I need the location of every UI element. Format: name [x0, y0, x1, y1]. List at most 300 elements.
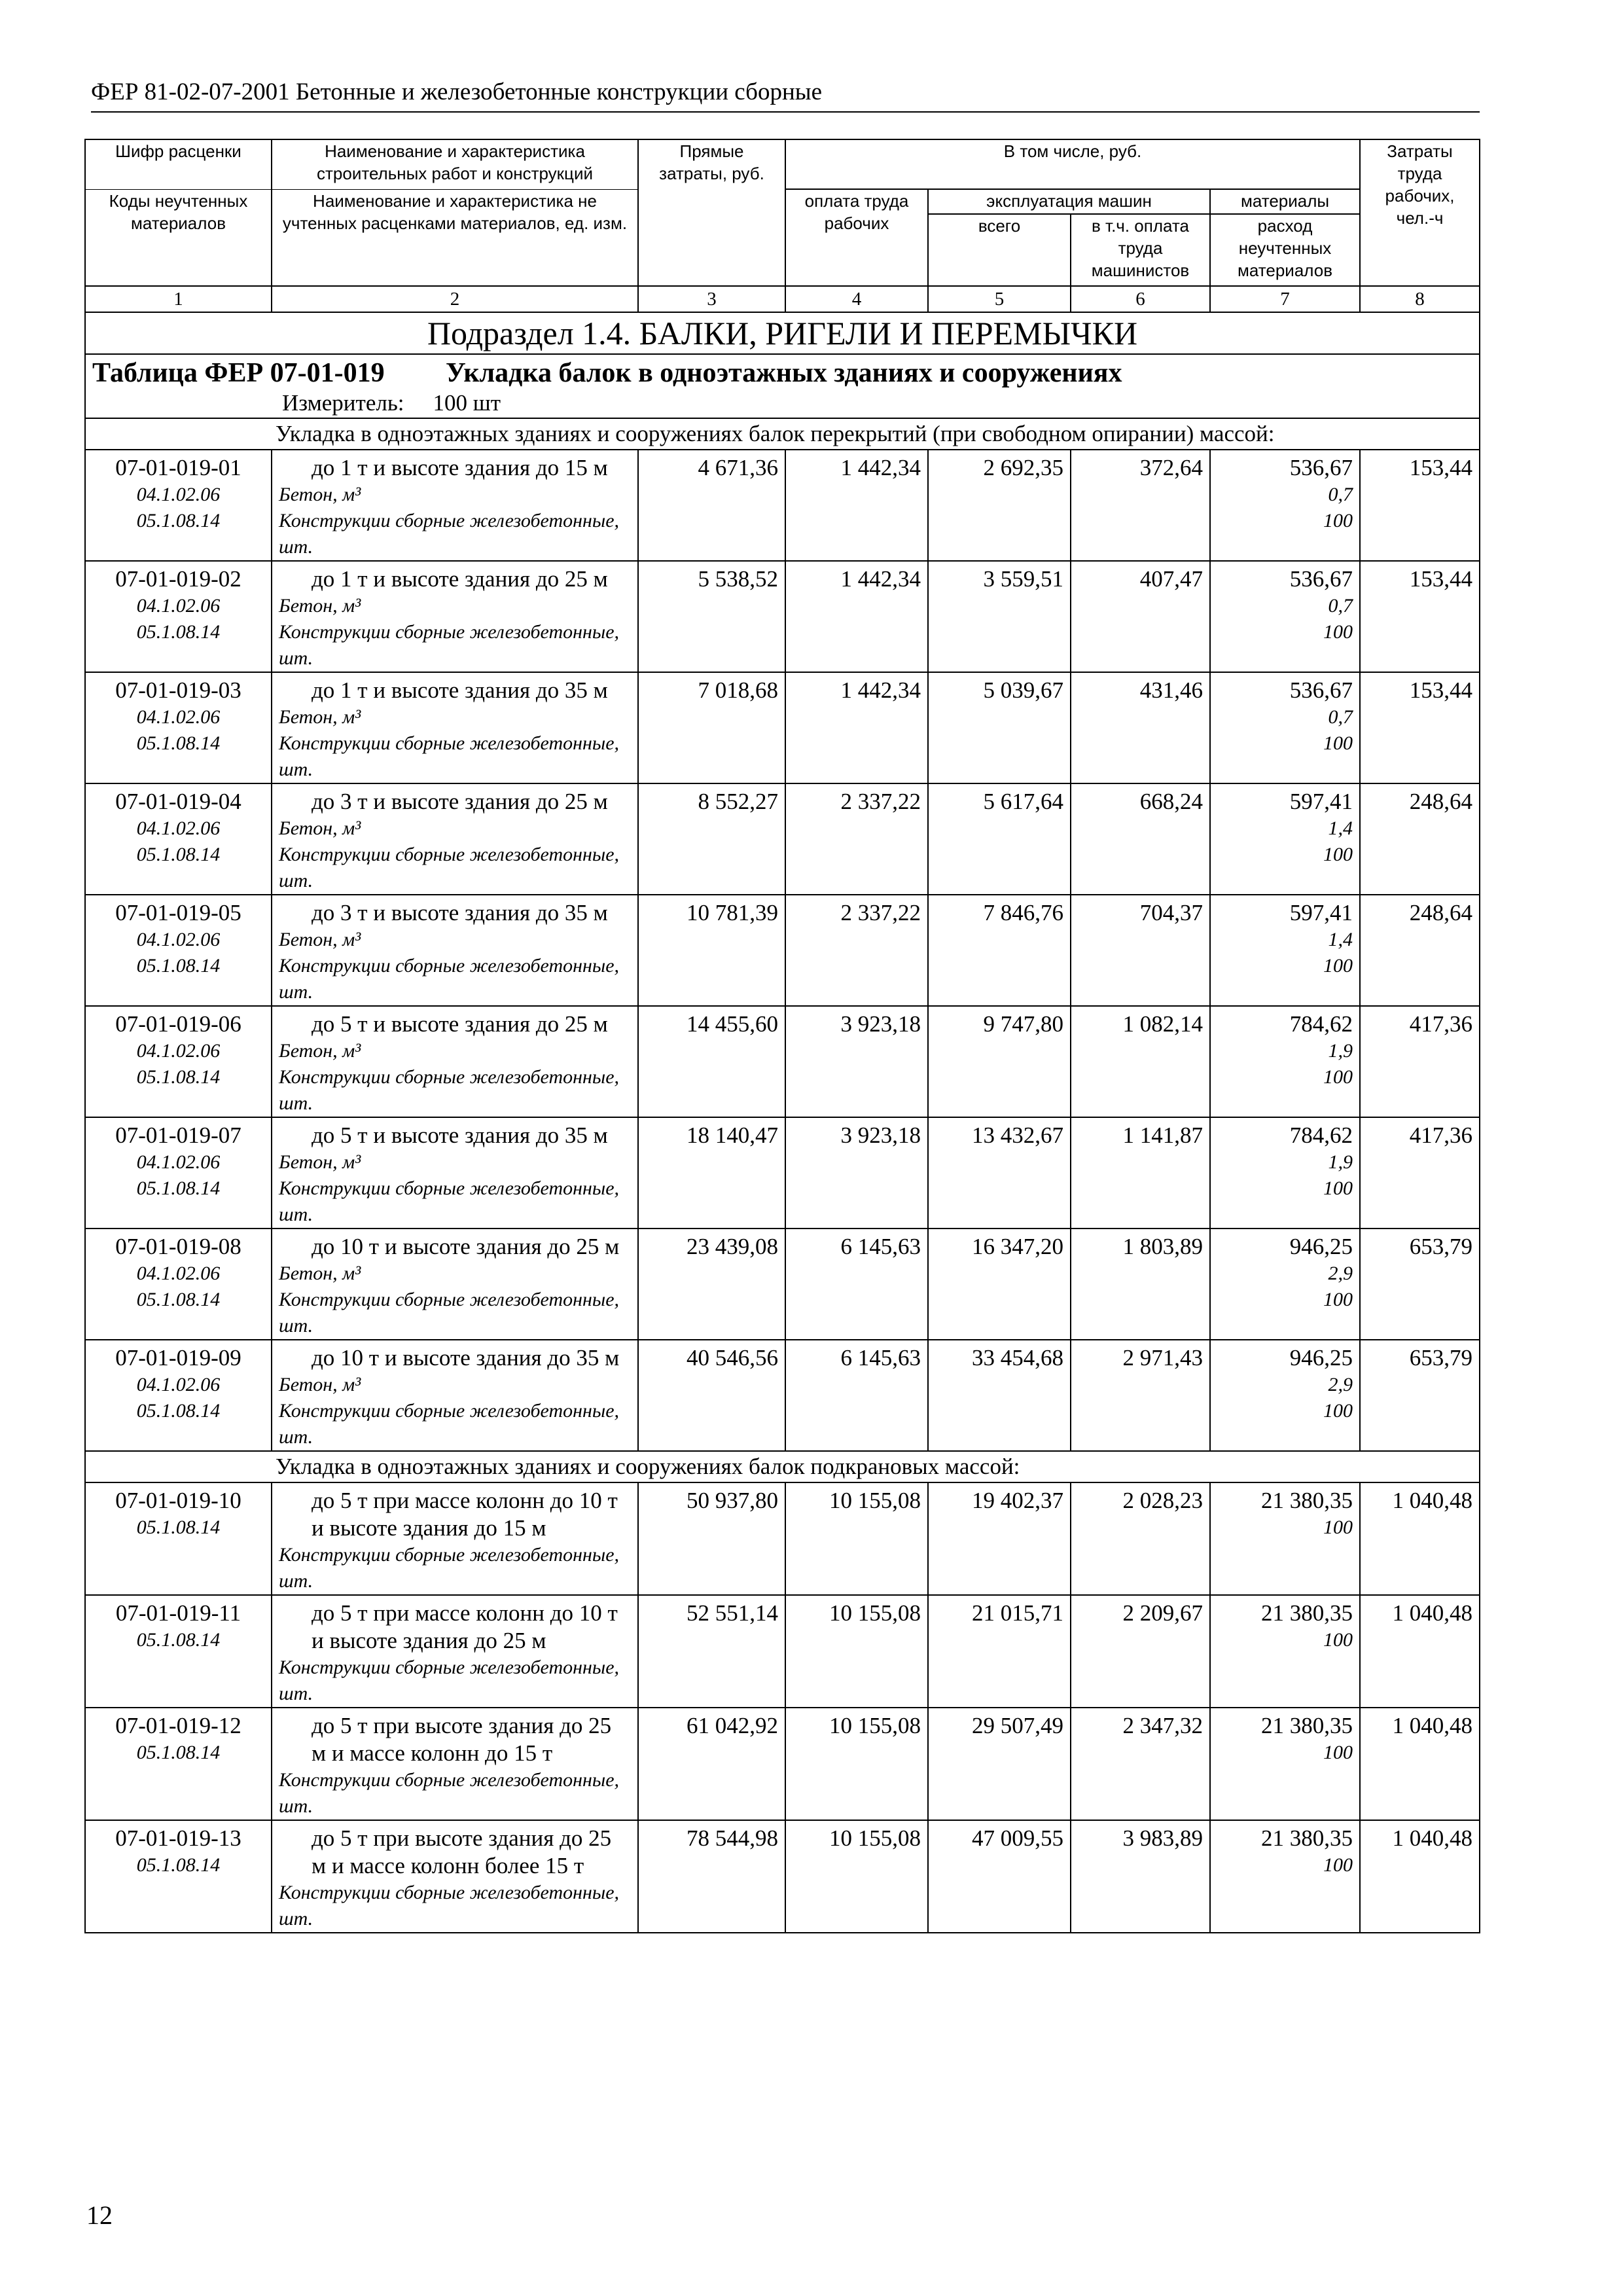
labor-hours-cell	[1360, 561, 1480, 672]
measure-label: Измеритель:	[282, 390, 404, 416]
labor-hours-cell	[1360, 895, 1480, 1006]
table-title	[92, 356, 1472, 390]
machines-total: 13 432,67	[972, 1122, 1063, 1148]
material-qty: 100	[1323, 1177, 1353, 1199]
machines-pay-cell	[1071, 1117, 1210, 1229]
materials-cost-cell	[1210, 1482, 1360, 1595]
material-qty: 100	[1323, 955, 1353, 977]
material-qty: 1,4	[1328, 817, 1353, 839]
material-code: 05.1.08.14	[136, 844, 221, 865]
direct-cost-cell	[638, 450, 785, 561]
material-qty: 100	[1323, 1629, 1353, 1651]
material-qty: 1,4	[1328, 929, 1353, 950]
labor-hours: 1 040,48	[1392, 1825, 1473, 1851]
labor-pay: 3 923,18	[840, 1011, 921, 1037]
materials-cost: 946,25	[1289, 1345, 1353, 1371]
labor-pay: 10 155,08	[829, 1488, 921, 1513]
labor-pay-cell	[785, 783, 928, 895]
rate-description-cell	[272, 1820, 638, 1933]
col-header-machines-total: всего	[928, 214, 1071, 286]
page-number: 12	[86, 2200, 113, 2230]
group-heading: Укладка в одноэтажных зданиях и сооружениях балок перекрытий (при свободном опирании) массой:	[85, 418, 1480, 450]
direct-cost-cell	[638, 1820, 785, 1933]
col-number: 2	[272, 286, 638, 312]
machines-pay-cell	[1071, 450, 1210, 561]
labor-hours-cell	[1360, 783, 1480, 895]
labor-pay-cell	[785, 1482, 928, 1595]
rate-description: до 5 т при высоте здания до 25 м и массе колонн до 15 т	[312, 1713, 612, 1766]
direct-cost-cell	[638, 1340, 785, 1451]
machines-pay-cell	[1071, 1006, 1210, 1117]
material-qty: 2,9	[1328, 1263, 1353, 1284]
machines-pay-cell	[1071, 783, 1210, 895]
rate-description: до 5 т при высоте здания до 25 м и массе колонн более 15 т	[312, 1825, 612, 1878]
table-code: Таблица ФЕР 07-01-019	[92, 358, 385, 388]
rate-description-cell	[272, 1708, 638, 1820]
labor-hours: 248,64	[1409, 900, 1473, 925]
material-qty: 100	[1323, 1066, 1353, 1088]
rate-description-cell	[272, 561, 638, 672]
rate-code-cell	[85, 672, 272, 783]
machines-pay-cell	[1071, 1708, 1210, 1820]
machines-total: 16 347,20	[972, 1234, 1063, 1259]
rate-description: до 1 т и высоте здания до 15 м	[312, 455, 608, 480]
rate-row	[85, 450, 1480, 561]
labor-pay: 3 923,18	[840, 1122, 921, 1148]
labor-pay: 1 442,34	[840, 566, 921, 592]
materials-cost-cell	[1210, 1006, 1360, 1117]
labor-hours-cell	[1360, 1117, 1480, 1229]
group-heading: Укладка в одноэтажных зданиях и сооружениях балок подкрановых массой:	[85, 1451, 1480, 1482]
materials-cost-cell	[1210, 1595, 1360, 1708]
material-code: 04.1.02.06	[136, 1374, 221, 1395]
material-name: Конструкции сборные железобетонные, шт.	[279, 1400, 620, 1448]
machines-pay: 407,47	[1139, 566, 1203, 592]
direct-cost-cell	[638, 1229, 785, 1340]
materials-cost-cell	[1210, 1117, 1360, 1229]
material-name: Бетон, м³	[279, 817, 361, 839]
material-code: 05.1.08.14	[136, 1400, 221, 1422]
rate-description-cell	[272, 1229, 638, 1340]
measure-value: 100 шт	[433, 390, 501, 416]
material-code: 05.1.08.14	[136, 955, 221, 977]
material-name: Бетон, м³	[279, 484, 361, 505]
col-header-code-materials: Коды неучтенных материалов	[85, 189, 272, 286]
machines-total: 29 507,49	[972, 1713, 1063, 1738]
material-name: Бетон, м³	[279, 1263, 361, 1284]
machines-total-cell	[928, 1117, 1071, 1229]
rate-description-cell	[272, 1340, 638, 1451]
material-qty: 100	[1323, 732, 1353, 754]
col-header-materials-sub: расход неучтенных материалов	[1210, 214, 1360, 286]
rate-row	[85, 561, 1480, 672]
machines-total: 5 039,67	[983, 677, 1063, 703]
rate-row	[85, 1482, 1480, 1595]
direct-cost-cell	[638, 1708, 785, 1820]
table-title-cell	[85, 354, 1480, 418]
direct-cost: 14 455,60	[687, 1011, 778, 1037]
material-name: Конструкции сборные железобетонные, шт.	[279, 1882, 620, 1929]
rate-description-cell	[272, 1482, 638, 1595]
direct-cost: 8 552,27	[698, 789, 778, 814]
material-qty: 100	[1323, 621, 1353, 643]
material-name: Бетон, м³	[279, 1151, 361, 1173]
direct-cost: 78 544,98	[687, 1825, 778, 1851]
col-number: 7	[1210, 286, 1360, 312]
rate-code-cell	[85, 1820, 272, 1933]
materials-cost-cell	[1210, 1229, 1360, 1340]
material-code: 05.1.08.14	[136, 1742, 221, 1763]
labor-pay: 10 155,08	[829, 1825, 921, 1851]
materials-cost-cell	[1210, 561, 1360, 672]
col-header-direct: Прямые затраты, руб.	[638, 139, 785, 286]
material-name: Бетон, м³	[279, 1374, 361, 1395]
rate-row	[85, 1117, 1480, 1229]
materials-cost-cell	[1210, 672, 1360, 783]
machines-total: 21 015,71	[972, 1600, 1063, 1626]
direct-cost: 61 042,92	[687, 1713, 778, 1738]
machines-total-cell	[928, 1006, 1071, 1117]
rate-row	[85, 895, 1480, 1006]
col-header-machines-pay: в т.ч. оплата труда машинистов	[1071, 214, 1210, 286]
materials-cost: 21 380,35	[1261, 1825, 1353, 1851]
group-heading-row	[85, 418, 1480, 450]
rate-code-cell	[85, 1006, 272, 1117]
rate-row	[85, 1820, 1480, 1933]
labor-hours: 153,44	[1409, 677, 1473, 703]
machines-pay-cell	[1071, 1340, 1210, 1451]
direct-cost-cell	[638, 1006, 785, 1117]
material-code: 04.1.02.06	[136, 817, 221, 839]
machines-total: 7 846,76	[983, 900, 1063, 925]
machines-total: 2 692,35	[983, 455, 1063, 480]
labor-pay-cell	[785, 1006, 928, 1117]
col-number: 5	[928, 286, 1071, 312]
labor-pay-cell	[785, 1340, 928, 1451]
labor-pay: 6 145,63	[840, 1345, 921, 1371]
direct-cost-cell	[638, 895, 785, 1006]
rate-row	[85, 1708, 1480, 1820]
material-name: Конструкции сборные железобетонные, шт.	[279, 732, 620, 780]
machines-pay-cell	[1071, 1482, 1210, 1595]
direct-cost: 50 937,80	[687, 1488, 778, 1513]
material-code: 05.1.08.14	[136, 621, 221, 643]
page-header: ФЕР 81-02-07-2001 Бетонные и железобетонные конструкции сборные	[91, 77, 1480, 113]
material-code: 05.1.08.14	[136, 1066, 221, 1088]
materials-cost: 536,67	[1289, 455, 1353, 480]
col-header-labor: Затраты труда рабочих, чел.-ч	[1360, 139, 1480, 286]
labor-pay: 2 337,22	[840, 900, 921, 925]
material-code: 04.1.02.06	[136, 929, 221, 950]
machines-total: 47 009,55	[972, 1825, 1063, 1851]
col-number: 1	[85, 286, 272, 312]
labor-pay-cell	[785, 1708, 928, 1820]
material-code: 05.1.08.14	[136, 1516, 221, 1538]
labor-pay: 1 442,34	[840, 455, 921, 480]
direct-cost-cell	[638, 1595, 785, 1708]
labor-hours: 653,79	[1409, 1345, 1473, 1371]
materials-cost: 784,62	[1289, 1122, 1353, 1148]
machines-total-cell	[928, 672, 1071, 783]
material-code: 04.1.02.06	[136, 595, 221, 617]
machines-total-cell	[928, 895, 1071, 1006]
machines-total-cell	[928, 1229, 1071, 1340]
material-qty: 0,7	[1328, 484, 1353, 505]
material-code: 05.1.08.14	[136, 1177, 221, 1199]
labor-pay-cell	[785, 1229, 928, 1340]
rate-row	[85, 1595, 1480, 1708]
direct-cost: 52 551,14	[687, 1600, 778, 1626]
machines-pay: 2 347,32	[1122, 1713, 1203, 1738]
material-code: 04.1.02.06	[136, 484, 221, 505]
machines-pay: 668,24	[1139, 789, 1203, 814]
material-qty: 100	[1323, 1289, 1353, 1310]
labor-hours: 1 040,48	[1392, 1600, 1473, 1626]
rate-description-cell	[272, 1595, 638, 1708]
rate-code-cell	[85, 783, 272, 895]
material-qty: 1,9	[1328, 1040, 1353, 1062]
material-code: 04.1.02.06	[136, 1151, 221, 1173]
direct-cost: 23 439,08	[687, 1234, 778, 1259]
direct-cost-cell	[638, 1117, 785, 1229]
col-header-pay: оплата труда рабочих	[785, 189, 928, 286]
machines-pay: 1 803,89	[1122, 1234, 1203, 1259]
labor-hours-cell	[1360, 1708, 1480, 1820]
material-code: 04.1.02.06	[136, 1040, 221, 1062]
material-name: Конструкции сборные железобетонные, шт.	[279, 1289, 620, 1336]
material-qty: 100	[1323, 510, 1353, 531]
machines-total-cell	[928, 450, 1071, 561]
labor-hours-cell	[1360, 672, 1480, 783]
machines-pay: 2 028,23	[1122, 1488, 1203, 1513]
subsection-title: Подраздел 1.4. БАЛКИ, РИГЕЛИ И ПЕРЕМЫЧКИ	[85, 312, 1480, 354]
rate-code: 07-01-019-04	[115, 789, 241, 814]
table-name: Укладка балок в одноэтажных зданиях и сооружениях	[446, 358, 1122, 388]
direct-cost-cell	[638, 561, 785, 672]
rate-code: 07-01-019-10	[115, 1488, 241, 1513]
machines-total: 3 559,51	[983, 566, 1063, 592]
labor-hours: 417,36	[1409, 1011, 1473, 1037]
material-qty: 0,7	[1328, 706, 1353, 728]
material-name: Бетон, м³	[279, 1040, 361, 1062]
materials-cost: 21 380,35	[1261, 1600, 1353, 1626]
rate-description-cell	[272, 450, 638, 561]
rate-code: 07-01-019-03	[115, 677, 241, 703]
machines-pay: 372,64	[1139, 455, 1203, 480]
labor-hours-cell	[1360, 450, 1480, 561]
direct-cost: 10 781,39	[687, 900, 778, 925]
machines-total: 33 454,68	[972, 1345, 1063, 1371]
rate-code: 07-01-019-07	[115, 1122, 241, 1148]
rate-code: 07-01-019-09	[115, 1345, 241, 1371]
machines-pay: 3 983,89	[1122, 1825, 1203, 1851]
material-code: 05.1.08.14	[136, 510, 221, 531]
material-qty: 100	[1323, 1400, 1353, 1422]
machines-pay-cell	[1071, 1820, 1210, 1933]
labor-pay-cell	[785, 561, 928, 672]
labor-hours-cell	[1360, 1006, 1480, 1117]
material-name: Конструкции сборные железобетонные, шт.	[279, 1657, 620, 1704]
labor-hours: 248,64	[1409, 789, 1473, 814]
machines-total-cell	[928, 1595, 1071, 1708]
rate-code: 07-01-019-11	[115, 1600, 241, 1626]
materials-cost: 784,62	[1289, 1011, 1353, 1037]
material-qty: 100	[1323, 844, 1353, 865]
group-heading-row	[85, 1451, 1480, 1482]
labor-hours-cell	[1360, 1482, 1480, 1595]
machines-total-cell	[928, 1820, 1071, 1933]
labor-hours: 1 040,48	[1392, 1713, 1473, 1738]
col-number: 8	[1360, 286, 1480, 312]
machines-total-cell	[928, 1340, 1071, 1451]
col-header-code: Шифр расценки	[85, 139, 272, 189]
material-name: Конструкции сборные железобетонные, шт.	[279, 1066, 620, 1114]
machines-pay-cell	[1071, 1229, 1210, 1340]
col-header-incl: В том числе, руб.	[785, 139, 1360, 189]
labor-pay-cell	[785, 1595, 928, 1708]
col-header-name: Наименование и характеристика строительных работ и конструкций	[272, 139, 638, 189]
material-qty: 100	[1323, 1854, 1353, 1876]
machines-total: 5 617,64	[983, 789, 1063, 814]
material-qty: 1,9	[1328, 1151, 1353, 1173]
labor-hours-cell	[1360, 1595, 1480, 1708]
labor-pay: 10 155,08	[829, 1600, 921, 1626]
rates-table	[84, 139, 1480, 1933]
machines-pay: 431,46	[1139, 677, 1203, 703]
machines-total: 9 747,80	[983, 1011, 1063, 1037]
rate-row	[85, 1340, 1480, 1451]
column-numbers-row	[85, 286, 1480, 312]
material-name: Конструкции сборные железобетонные, шт.	[279, 844, 620, 891]
rate-description: до 10 т и высоте здания до 25 м	[312, 1234, 620, 1259]
labor-pay: 1 442,34	[840, 677, 921, 703]
labor-pay: 2 337,22	[840, 789, 921, 814]
materials-cost-cell	[1210, 1708, 1360, 1820]
rate-code: 07-01-019-12	[115, 1713, 241, 1738]
rate-row	[85, 783, 1480, 895]
direct-cost: 40 546,56	[687, 1345, 778, 1371]
col-number: 3	[638, 286, 785, 312]
material-qty: 100	[1323, 1742, 1353, 1763]
rate-code-cell	[85, 1340, 272, 1451]
rate-code-cell	[85, 1117, 272, 1229]
machines-pay: 1 141,87	[1122, 1122, 1203, 1148]
rate-row	[85, 1006, 1480, 1117]
materials-cost: 597,41	[1289, 789, 1353, 814]
col-number: 6	[1071, 286, 1210, 312]
direct-cost: 7 018,68	[698, 677, 778, 703]
labor-pay-cell	[785, 1117, 928, 1229]
direct-cost: 4 671,36	[698, 455, 778, 480]
material-name: Конструкции сборные железобетонные, шт.	[279, 621, 620, 669]
labor-pay: 6 145,63	[840, 1234, 921, 1259]
materials-cost-cell	[1210, 783, 1360, 895]
rate-code: 07-01-019-02	[115, 566, 241, 592]
rate-row	[85, 672, 1480, 783]
machines-pay-cell	[1071, 1595, 1210, 1708]
col-number: 4	[785, 286, 928, 312]
col-header-name-materials: Наименование и характеристика не учтенных расценками материалов, ед. изм.	[272, 189, 638, 286]
rate-code-cell	[85, 1708, 272, 1820]
rate-code: 07-01-019-08	[115, 1234, 241, 1259]
rate-description-cell	[272, 1006, 638, 1117]
materials-cost: 536,67	[1289, 566, 1353, 592]
rate-code-cell	[85, 1229, 272, 1340]
material-name: Конструкции сборные железобетонные, шт.	[279, 955, 620, 1003]
materials-cost: 21 380,35	[1261, 1713, 1353, 1738]
material-qty: 100	[1323, 1516, 1353, 1538]
rate-description: до 5 т при массе колонн до 10 т и высоте здания до 25 м	[312, 1600, 618, 1653]
measure-line	[92, 390, 1472, 416]
materials-cost: 21 380,35	[1261, 1488, 1353, 1513]
machines-pay: 2 209,67	[1122, 1600, 1203, 1626]
labor-hours-cell	[1360, 1820, 1480, 1933]
labor-pay-cell	[785, 895, 928, 1006]
rate-description: до 5 т и высоте здания до 35 м	[312, 1122, 608, 1148]
direct-cost: 5 538,52	[698, 566, 778, 592]
rate-code-cell	[85, 561, 272, 672]
machines-pay-cell	[1071, 561, 1210, 672]
labor-hours: 153,44	[1409, 566, 1473, 592]
rate-code: 07-01-019-01	[115, 455, 241, 480]
rate-description: до 1 т и высоте здания до 35 м	[312, 677, 608, 703]
material-name: Бетон, м³	[279, 706, 361, 728]
material-code: 05.1.08.14	[136, 1629, 221, 1651]
material-code: 04.1.02.06	[136, 706, 221, 728]
direct-cost-cell	[638, 783, 785, 895]
materials-cost: 536,67	[1289, 677, 1353, 703]
material-code: 05.1.08.14	[136, 1289, 221, 1310]
col-header-materials: материалы	[1210, 189, 1360, 214]
labor-hours-cell	[1360, 1340, 1480, 1451]
labor-hours: 417,36	[1409, 1122, 1473, 1148]
material-code: 04.1.02.06	[136, 1263, 221, 1284]
machines-total-cell	[928, 1708, 1071, 1820]
rate-code-cell	[85, 895, 272, 1006]
material-code: 05.1.08.14	[136, 732, 221, 754]
rate-description-cell	[272, 783, 638, 895]
rate-code: 07-01-019-05	[115, 900, 241, 925]
material-qty: 0,7	[1328, 595, 1353, 617]
machines-total: 19 402,37	[972, 1488, 1063, 1513]
material-name: Конструкции сборные железобетонные, шт.	[279, 1769, 620, 1817]
direct-cost: 18 140,47	[687, 1122, 778, 1148]
machines-pay: 2 971,43	[1122, 1345, 1203, 1371]
material-name: Конструкции сборные железобетонные, шт.	[279, 1544, 620, 1592]
machines-total-cell	[928, 783, 1071, 895]
materials-cost-cell	[1210, 1340, 1360, 1451]
machines-total-cell	[928, 561, 1071, 672]
rate-description-cell	[272, 895, 638, 1006]
labor-pay: 10 155,08	[829, 1713, 921, 1738]
materials-cost: 597,41	[1289, 900, 1353, 925]
labor-hours: 653,79	[1409, 1234, 1473, 1259]
material-name: Конструкции сборные железобетонные, шт.	[279, 1177, 620, 1225]
labor-pay-cell	[785, 450, 928, 561]
rate-description: до 5 т при массе колонн до 10 т и высоте здания до 15 м	[312, 1488, 618, 1541]
material-name: Бетон, м³	[279, 595, 361, 617]
rate-description: до 3 т и высоте здания до 35 м	[312, 900, 608, 925]
direct-cost-cell	[638, 672, 785, 783]
labor-pay-cell	[785, 1820, 928, 1933]
rate-code: 07-01-019-06	[115, 1011, 241, 1037]
direct-cost-cell	[638, 1482, 785, 1595]
rate-description: до 1 т и высоте здания до 25 м	[312, 566, 608, 592]
rate-code: 07-01-019-13	[115, 1825, 241, 1851]
machines-total-cell	[928, 1482, 1071, 1595]
labor-hours-cell	[1360, 1229, 1480, 1340]
rate-code-cell	[85, 1595, 272, 1708]
